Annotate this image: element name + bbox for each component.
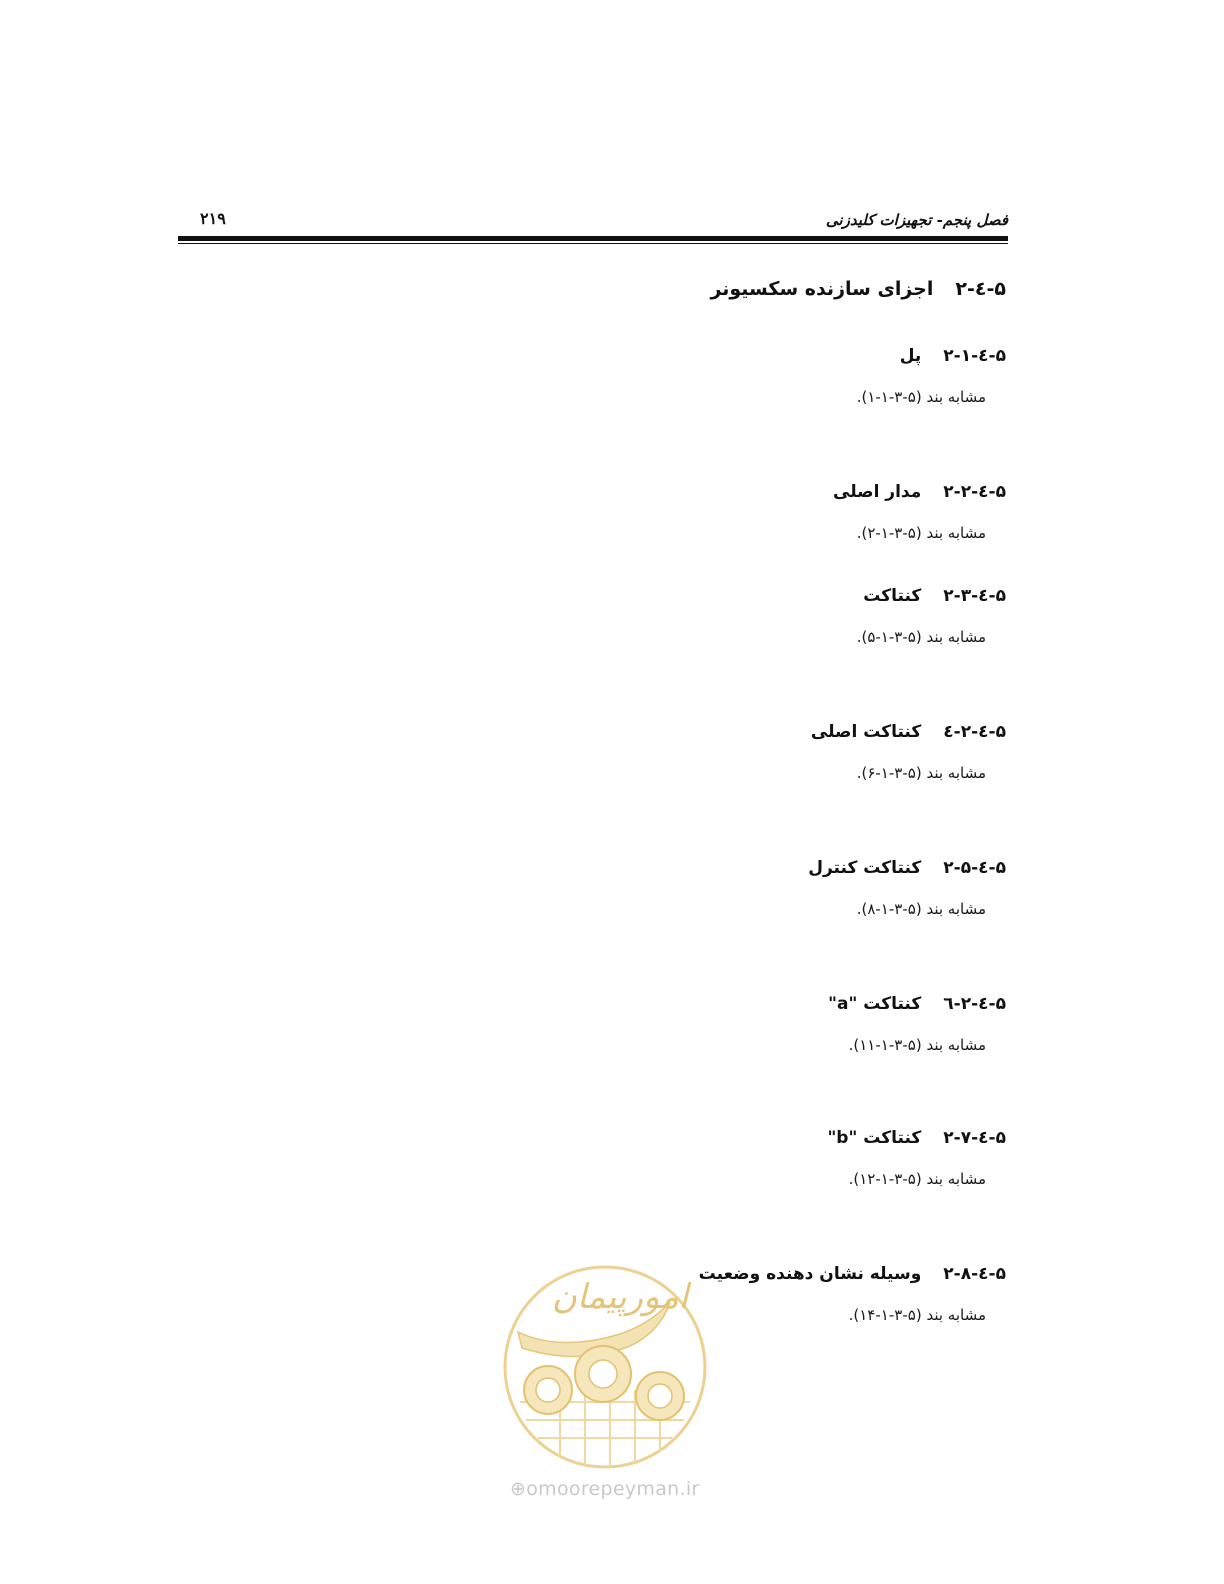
subsection — [827, 1128, 1006, 1188]
subsection-heading — [857, 586, 1006, 606]
subsection — [857, 346, 1006, 406]
subsection-title: پل — [899, 346, 922, 366]
subsection-body: مشابه بند (۵-۳-۱-۲). — [856, 524, 986, 542]
globe-icon: ⊕ — [510, 1478, 527, 1500]
subsection-heading — [827, 1128, 1006, 1148]
subsection-heading — [811, 722, 1006, 742]
subsection — [857, 586, 1006, 646]
subsection-heading — [857, 346, 1006, 366]
section-heading — [710, 278, 1006, 300]
subsection-body: مشابه بند (۵-۳-۱-۱۲). — [848, 1170, 986, 1188]
subsection-title: مدار اصلی — [833, 482, 922, 502]
subsection-title: وسیله نشان دهنده وضعیت — [698, 1264, 922, 1284]
section-number: ۵-٤-۲ — [955, 278, 1006, 300]
subsection-title: کنتاکت "b" — [827, 1128, 922, 1148]
subsection-heading — [833, 482, 1006, 502]
page-number: ۲۱۹ — [200, 209, 226, 228]
subsection-heading — [808, 858, 1006, 878]
subsection-number: ۵-٤-۲-٤ — [943, 722, 1006, 742]
subsection-number: ۵-٤-۲-۷ — [943, 1128, 1006, 1148]
watermark-logo-text: امورپیمان — [551, 1277, 689, 1317]
subsection — [811, 722, 1006, 782]
subsection-title: کنتاکت اصلی — [810, 722, 922, 742]
subsection-number: ۵-٤-۲-۲ — [943, 482, 1006, 502]
watermark-url — [510, 1478, 700, 1500]
subsection-title: کنتاکت کنترل — [808, 858, 922, 878]
subsection-number: ۵-٤-۲-۱ — [943, 346, 1006, 366]
subsection — [833, 482, 1006, 542]
subsection — [699, 1264, 1006, 1324]
subsection-number: ۵-٤-۲-۵ — [943, 858, 1006, 878]
watermark-url-text: omoorepeyman.ir — [526, 1478, 700, 1500]
subsection-heading — [828, 994, 1006, 1014]
subsection — [808, 858, 1006, 918]
header-rule-thick — [178, 236, 1008, 241]
watermark-logo — [500, 1262, 710, 1472]
chapter-title: فصل پنجم- تجهیزات کلیدزنی — [825, 211, 1008, 229]
subsection — [828, 994, 1006, 1054]
subsection-number: ۵-٤-۲-٦ — [943, 994, 1006, 1014]
subsection-title: کنتاکت — [863, 586, 922, 606]
subsection-title: کنتاکت "a" — [828, 994, 922, 1014]
subsection-body: مشابه بند (۵-۳-۱-۵). — [856, 628, 986, 646]
section-title: اجزای سازنده سکسیونر — [710, 278, 934, 300]
subsection-heading — [699, 1264, 1006, 1284]
subsection-number: ۵-٤-۲-۳ — [943, 586, 1006, 606]
subsection-body: مشابه بند (۵-۳-۱-۱). — [856, 388, 986, 406]
page-header — [178, 205, 1008, 245]
subsection-number: ۵-٤-۲-۸ — [943, 1264, 1006, 1284]
subsection-body: مشابه بند (۵-۳-۱-۱۴). — [848, 1306, 986, 1324]
subsection-body: مشابه بند (۵-۳-۱-۸). — [856, 900, 986, 918]
header-rule-thin — [178, 243, 1008, 244]
subsection-body: مشابه بند (۵-۳-۱-۱۱). — [848, 1036, 986, 1054]
subsection-body: مشابه بند (۵-۳-۱-۶). — [856, 764, 986, 782]
